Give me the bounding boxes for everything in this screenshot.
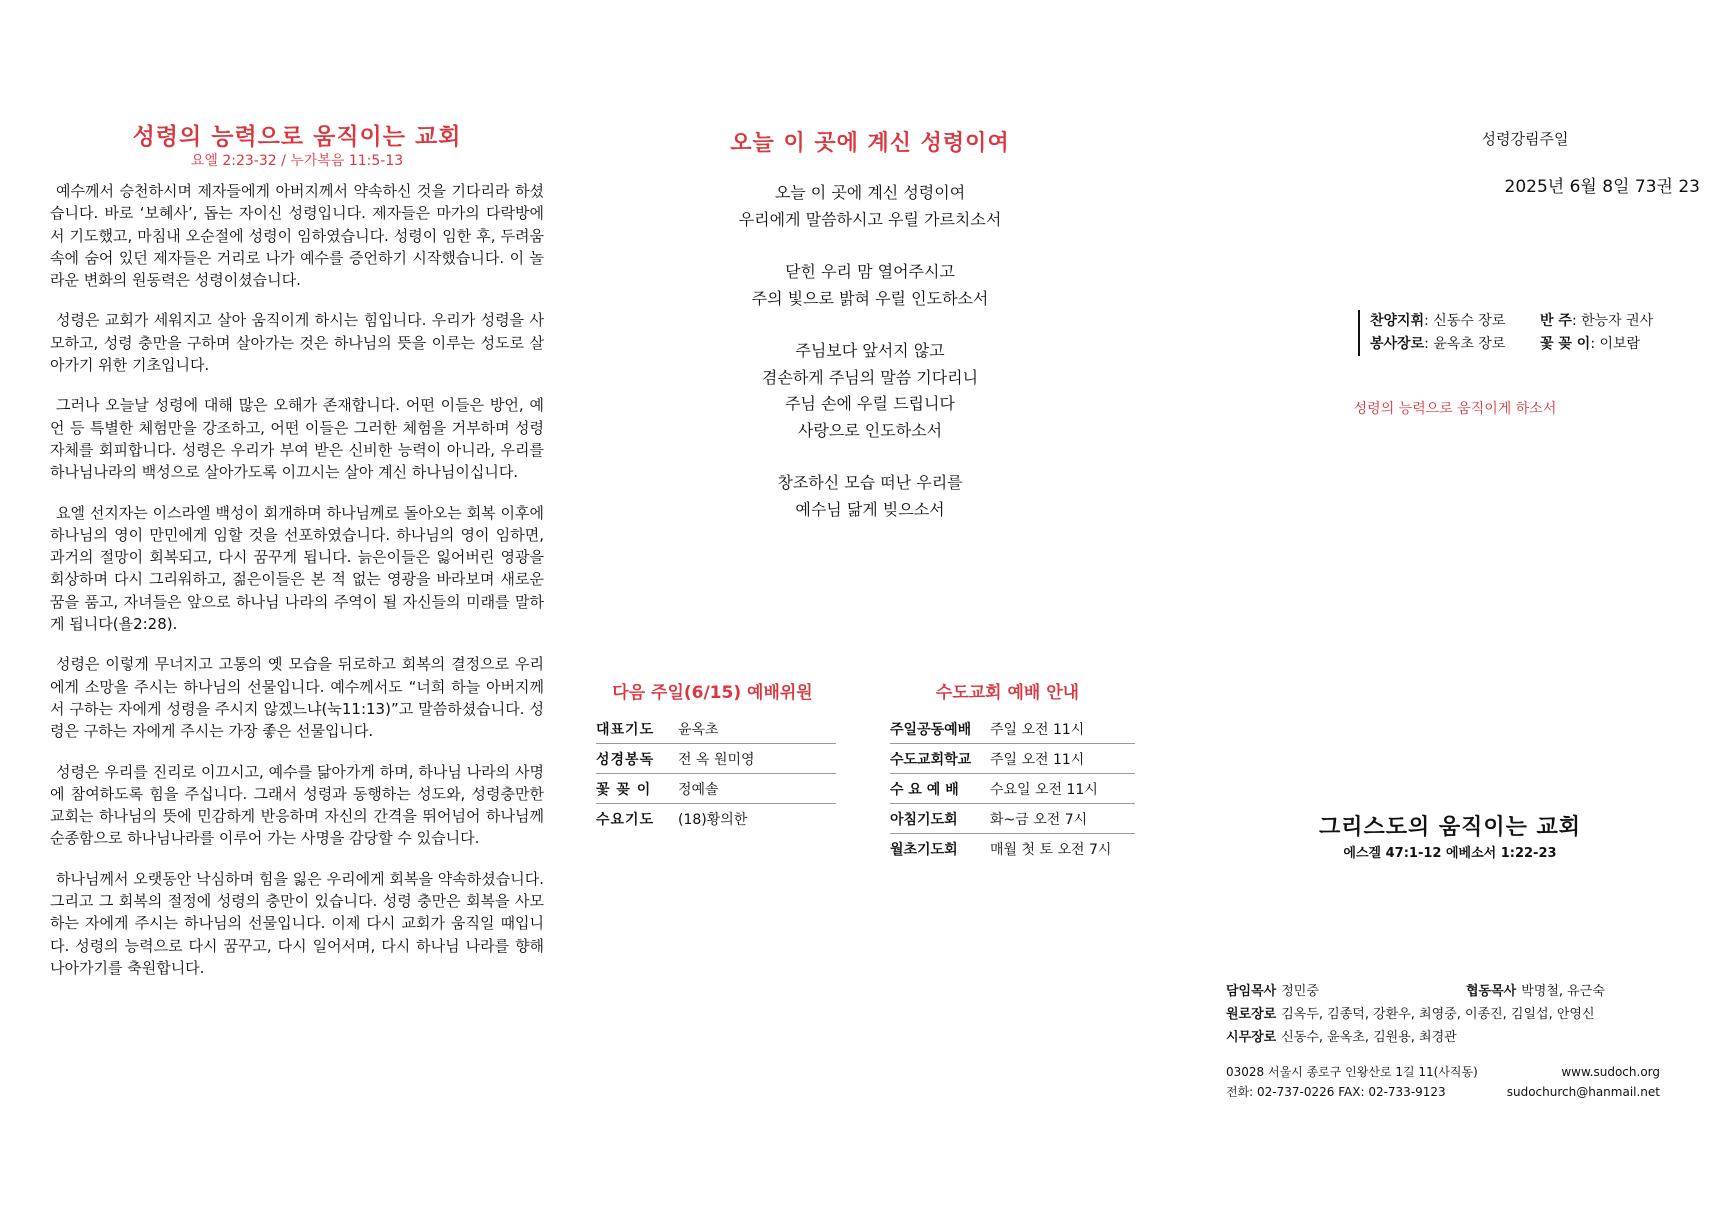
duty-row: [1370, 333, 1653, 356]
hymn-line: 주님 손에 우릴 드립니다: [785, 394, 955, 413]
issue-date: 2025년 6월 8일 73권 23: [1504, 177, 1700, 197]
staff-cell: [1226, 980, 1466, 1003]
hymn-line: 주님보다 앞서지 않고: [795, 341, 945, 360]
service-time: 주일 오전 11시: [990, 714, 1135, 744]
address: 03028 서울시 종로구 인왕산로 1길 11(사직동): [1226, 1065, 1478, 1079]
website-link[interactable]: www.sudoch.org: [1561, 1065, 1660, 1079]
role-name: 윤옥초: [678, 714, 836, 744]
duty-value: : 한능자 권사: [1571, 313, 1654, 329]
service-name: 아침기도회: [890, 804, 990, 834]
role-name: 정예솔: [678, 774, 836, 804]
role-name: 전 옥 원미영: [678, 744, 836, 774]
role-label: 대표기도: [596, 714, 678, 744]
staff-row: [1226, 1003, 1696, 1026]
table-row: [890, 714, 1135, 744]
role-label: 성경봉독: [596, 744, 678, 774]
staff-row: [1226, 1026, 1696, 1049]
staff-cell: [1466, 980, 1605, 1003]
service-time: 매월 첫 토 오전 7시: [990, 841, 1112, 858]
table-row: [596, 714, 836, 744]
sermon-paragraph: 성령은 이렇게 무너지고 고통의 옛 모습을 뒤로하고 회복의 결정으로 우리에게 소망을 주시는 하나님의 선물입니다. 예수께서도 “너희 하늘 아버지께서 구하는 자에게 성령을 주시지 않겠느냐(눅11:13)”고 말씀하셨습니다. 성령은 구하는 자에게 주시는 가장 좋은 선물입니다.: [50, 655, 544, 741]
role-name: (18)황의한: [678, 811, 748, 828]
staff-names: 박명철, 유근숙: [1521, 984, 1605, 999]
service-time: 주일 오전 11시: [990, 744, 1135, 774]
prayer-line: 성령의 능력으로 움직이게 하소서: [1353, 401, 1557, 417]
hymn-stanza: [620, 338, 1120, 444]
hymn-line: 예수님 닮게 빚으소서: [795, 499, 945, 519]
sermon-title: 성령의 능력으로 움직이는 교회: [132, 124, 462, 150]
sermon-paragraph: 요엘 선지자는 이스라엘 백성이 회개하며 하나님께로 돌아오는 회복 이후에 하나님의 영이 만민에게 임할 것을 선포하였습니다. 하나님의 영이 임하면, 과거의 절망이 회복되고, 다시 꿈꾸게 됩니다. 늙은이들은 잃어버린 영광을 회상하며 다시 그리워하고, 젊은이들은 본 적 없는 영광을 바라보며 새로운 꿈을 품고, 자녀들은 앞으로 하나님 나라의 주역이 될 자신들의 미래를 말하게 됩니다(욜2:28).: [50, 503, 544, 634]
sermon-paragraph: 그러나 오늘날 성령에 대해 많은 오해가 존재합니다. 어떤 이들은 방언, 예언 등 특별한 체험만을 강조하고, 어떤 이들은 그러한 체험을 거부하며 성령 자체를 회피합니다. 성령은 우리가 부여 받은 신비한 능력이 아니라, 우리를 하나님나라의 백성으로 살아가도록 이끄시는 살아 계신 하나님이십니다.: [50, 396, 544, 482]
hymn-line: 창조하신 모습 떠난 우리를: [777, 473, 963, 492]
table-row: [596, 774, 836, 804]
sermon-paragraph: 예수께서 승천하시며 제자들에게 아버지께서 약속하신 것을 기다리라 하셨습니다. 바로 ‘보혜사’, 돕는 자이신 성령입니다. 제자들은 마가의 다락방에서 기도했고, 마침내 오순절에 성령이 임하였습니다. 성령이 임한 후, 두려움 속에 숨어 있던 제자들은 거리로 나가 예수를 증언하기 시작했습니다. 이 놀라운 변화의 원동력은 성령이셨습니다.: [50, 182, 544, 290]
duty-value: : 이보람: [1590, 336, 1641, 352]
staff-label: 협동목사: [1466, 984, 1517, 999]
contact-info: [1226, 1062, 1660, 1102]
role-label: 수요기도: [596, 811, 655, 828]
table-row: [890, 834, 1135, 864]
service-name: 주일공동예배: [890, 714, 990, 744]
table-row: [890, 744, 1135, 774]
schedule-table: [890, 714, 1135, 863]
staff-row: [1226, 980, 1696, 1003]
hymn-stanza: [620, 180, 1120, 233]
service-name: 수 요 예 배: [890, 774, 990, 804]
table-row: [890, 804, 1135, 834]
staff-names: 정민중: [1281, 984, 1319, 999]
duty-value: : 신동수 장로: [1424, 313, 1506, 329]
duty-label: 꽃 꽂 이: [1540, 336, 1591, 352]
staff-label: 원로장로: [1226, 1007, 1277, 1022]
duty-label: 반 주: [1540, 313, 1572, 329]
sermon-paragraph: 하나님께서 오랫동안 낙심하며 힘을 잃은 우리에게 회복을 약속하셨습니다. 그리고 그 회복의 절정에 성령의 충만이 있습니다. 성령 충만은 회복을 사모하는 자에게 주시는 하나님의 선물입니다. 이제 다시 교회가 움직일 때입니다. 성령의 능력으로 다시 꿈꾸고, 다시 일어서며, 다시 하나님 나라를 향해 나아가기를 축원합니다.: [50, 869, 544, 977]
hymn-line: 닫힌 우리 맘 열어주시고: [785, 262, 955, 281]
table-row: [596, 804, 836, 834]
duty-value: : 윤옥초 장로: [1424, 336, 1506, 352]
contact-row: [1226, 1062, 1660, 1082]
next-week-title: 다음 주일(6/15) 예배위원: [612, 683, 813, 703]
schedule-title: 수도교회 예배 안내: [935, 683, 1080, 703]
staff-label: 시무장로: [1226, 1030, 1277, 1045]
contact-row: [1226, 1082, 1660, 1102]
hymn-line: 사랑으로 인도하소서: [797, 420, 943, 440]
duty-roster: [1358, 310, 1653, 356]
service-time: 수요일 오전 11시: [990, 774, 1135, 804]
table-row: [596, 744, 836, 774]
duty-cell: [1540, 333, 1640, 356]
hymn-stanza: [620, 259, 1120, 312]
sermon-paragraph: 성령은 우리를 진리로 이끄시고, 예수를 닮아가게 하며, 하나님 나라의 사명에 참여하도록 힘을 주십니다. 그래서 성령과 동행하는 성도와, 성령충만한 교회는 하나님의 뜻에 민감하게 반응하며 자신의 간격을 뛰어넘어 하나님께 순종함으로 하나님나라를 이루어 가는 사명을 감당할 수 있습니다.: [50, 762, 544, 848]
duty-label: 봉사장로: [1370, 336, 1425, 352]
hymn-lyrics: [620, 180, 1120, 549]
duty-cell: [1540, 310, 1653, 333]
sermon-body: [50, 180, 544, 997]
hymn-line: 주의 빛으로 밝혀 우릴 인도하소서: [751, 288, 989, 308]
phone-numbers: 전화: 02-737-0226 FAX: 02-733-9123: [1226, 1085, 1446, 1099]
hymn-line: 우리에게 말씀하시고 우릴 가르치소서: [738, 209, 1002, 229]
duty-row: [1370, 310, 1653, 333]
service-name: 월초기도회: [890, 841, 958, 858]
sunday-name: 성령강림주일: [1481, 130, 1569, 148]
duty-label: 찬양지휘: [1370, 313, 1425, 329]
sermon-reference: 요엘 2:23-32 / 누가복음 11:5-13: [190, 153, 404, 169]
next-week-table: [596, 714, 836, 833]
hymn-line: 오늘 이 곳에 계신 성령이여: [774, 183, 966, 202]
email-link[interactable]: sudochurch@hanmail.net: [1506, 1085, 1660, 1099]
table-row: [890, 774, 1135, 804]
staff-list: [1226, 980, 1696, 1049]
hymn-line: 겸손하게 주님의 말씀 기다리니: [761, 367, 979, 387]
duty-cell: [1370, 333, 1540, 356]
church-reference: 에스겔 47:1-12 에베소서 1:22-23: [1343, 846, 1557, 861]
church-name: 그리스도의 움직이는 교회: [1318, 815, 1582, 840]
service-time: 화~금 오전 7시: [990, 804, 1135, 834]
staff-names: 김옥두, 김종덕, 강환우, 최영중, 이종진, 김일섭, 안영신: [1281, 1007, 1595, 1022]
staff-label: 담임목사: [1226, 984, 1277, 999]
hymn-title: 오늘 이 곳에 계신 성령이여: [730, 131, 1010, 156]
duty-cell: [1370, 310, 1540, 333]
staff-names: 신동수, 윤옥초, 김원용, 최경관: [1281, 1030, 1457, 1045]
sermon-paragraph: 성령은 교회가 세워지고 살아 움직이게 하시는 힘입니다. 우리가 성령을 사모하고, 성령 충만을 구하며 살아가는 것은 하나님의 뜻을 이루는 성도로 살아가기 위한 기초입니다.: [50, 311, 544, 375]
role-label: 꽃 꽂 이: [596, 774, 678, 804]
service-name: 수도교회학교: [890, 744, 990, 774]
hymn-stanza: [620, 470, 1120, 523]
